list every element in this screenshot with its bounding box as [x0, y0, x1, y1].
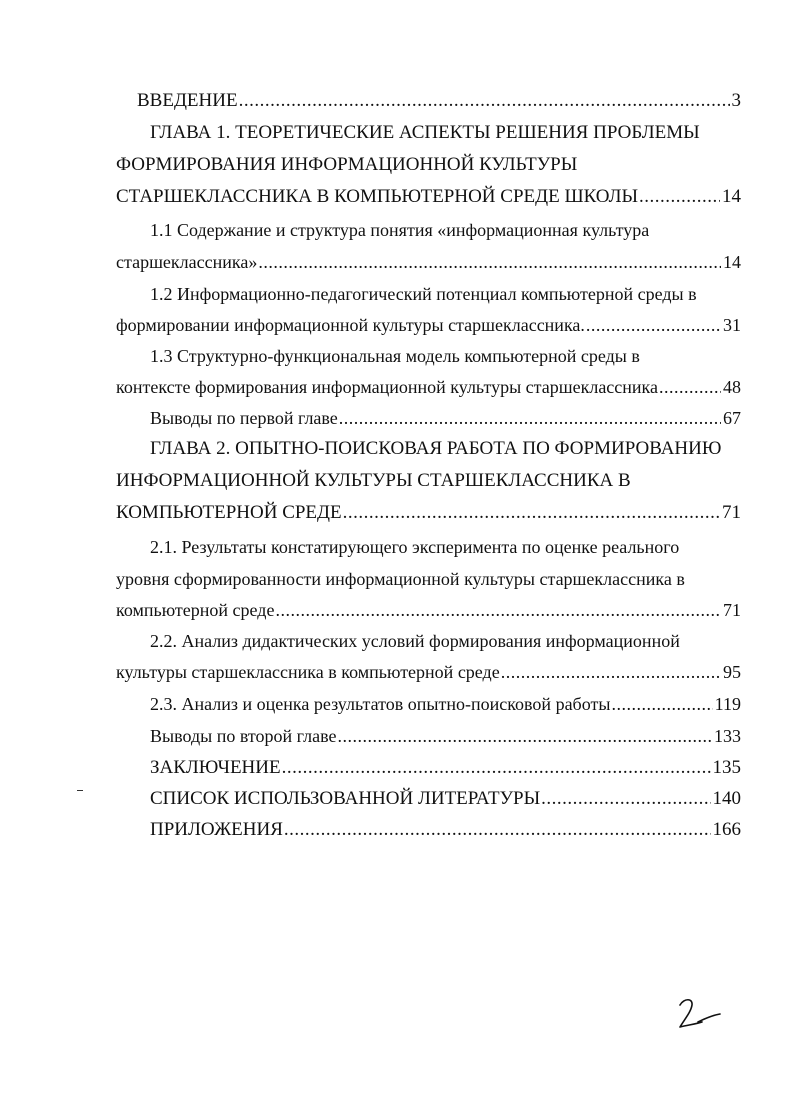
toc-section-title: Выводы по второй главе [150, 726, 337, 746]
toc-chapter-title: ИНФОРМАЦИОННОЙ КУЛЬТУРЫ СТАРШЕКЛАССНИКА В [116, 470, 631, 491]
toc-entry-section-2-3[interactable] [150, 692, 741, 716]
toc-entry-chapter2-conclusions[interactable] [150, 724, 741, 748]
toc-chapter2-line2 [116, 469, 631, 493]
toc-page-number: 31 [723, 315, 741, 335]
toc-entry-title: ЗАКЛЮЧЕНИЕ [150, 757, 281, 778]
toc-chapter2-line1 [150, 437, 721, 461]
toc-page-number: 48 [723, 377, 741, 397]
toc-entry-section-1-2[interactable] [116, 313, 741, 337]
dot-leader [343, 501, 720, 525]
toc-entry-section-2-1[interactable] [116, 598, 741, 622]
toc-entry-title: СПИСОК ИСПОЛЬЗОВАННОЙ ЛИТЕРАТУРЫ [150, 788, 541, 809]
dot-leader [337, 724, 712, 748]
toc-entry-section-1-1[interactable] [116, 250, 741, 274]
toc-page-number: 119 [714, 694, 741, 714]
toc-entry-intro[interactable] [137, 89, 741, 113]
dot-leader [541, 787, 710, 811]
toc-entry-title: ПРИЛОЖЕНИЯ [150, 819, 283, 840]
dot-leader [258, 250, 721, 274]
toc-page-number: 14 [723, 252, 741, 272]
dot-leader [284, 818, 711, 842]
toc-section-title: 2.1. Результаты констатирующего эксперимента по оценке реального [150, 537, 680, 557]
toc-entry-chapter1-conclusions[interactable] [150, 406, 741, 430]
toc-entry-section-2-2[interactable] [116, 660, 741, 684]
toc-page-number: 166 [712, 819, 741, 840]
margin-dash [77, 790, 83, 791]
toc-entry-appendices[interactable] [150, 818, 741, 842]
toc-page-number: 14 [722, 186, 741, 207]
toc-chapter1-line2 [116, 153, 577, 177]
toc-page-number: 133 [714, 726, 741, 746]
toc-chapter-title: ФОРМИРОВАНИЯ ИНФОРМАЦИОННОЙ КУЛЬТУРЫ [116, 154, 578, 175]
toc-chapter1-line1 [150, 121, 700, 145]
dot-leader [639, 185, 720, 209]
toc-section-title: 1.2 Информационно-педагогический потенциал компьютерной среды в [150, 284, 697, 304]
dot-leader [339, 406, 721, 430]
toc-section-1-3-line1 [150, 344, 640, 368]
toc-section-2-2-line1 [150, 629, 680, 653]
toc-section-1-2-line1 [150, 282, 697, 306]
toc-section-1-1-line1 [150, 218, 649, 242]
toc-section-2-1-line1 [150, 535, 679, 559]
toc-page-number: 3 [731, 90, 741, 111]
toc-section-2-1-line2 [116, 567, 685, 591]
toc-section-title: контексте формирования информационной культуры старшеклассника [116, 377, 659, 397]
dot-leader [275, 598, 721, 622]
toc-page-number: 71 [723, 600, 741, 620]
toc-entry-conclusion[interactable] [150, 756, 741, 780]
handwritten-signature [676, 996, 722, 1032]
toc-section-title: компьютерной среде [116, 600, 275, 620]
dot-leader [659, 375, 721, 399]
toc-entry-section-1-3[interactable] [116, 375, 741, 399]
toc-section-title: 2.2. Анализ дидактических условий формирования информационной [150, 631, 680, 651]
toc-page-number: 71 [722, 502, 741, 523]
toc-section-title: 1.3 Структурно-функциональная модель компьютерной среды в [150, 346, 640, 366]
dot-leader [282, 756, 711, 780]
toc-entry-chapter1[interactable] [116, 185, 741, 209]
dot-leader [239, 89, 730, 113]
toc-section-title: 1.1 Содержание и структура понятия «информационная культура [150, 220, 650, 240]
toc-section-title: Выводы по первой главе [150, 408, 338, 428]
toc-chapter-title: СТАРШЕКЛАССНИКА В КОМПЬЮТЕРНОЙ СРЕДЕ ШКОЛЫ [116, 186, 639, 207]
toc-chapter-title: КОМПЬЮТЕРНОЙ СРЕДЕ [116, 502, 342, 523]
toc-chapter-title: ГЛАВА 1. ТЕОРЕТИЧЕСКИЕ АСПЕКТЫ РЕШЕНИЯ ПРОБЛЕМЫ [150, 122, 700, 143]
toc-entry-chapter2[interactable] [116, 501, 741, 525]
toc-page-number: 95 [723, 662, 741, 682]
dot-leader [501, 660, 721, 684]
toc-chapter-title: ГЛАВА 2. ОПЫТНО-ПОИСКОВАЯ РАБОТА ПО ФОРМИРОВАНИЮ [150, 438, 722, 459]
toc-page-number: 135 [712, 757, 741, 778]
toc-section-title: формировании информационной культуры старшеклассника. [116, 315, 585, 335]
toc-entry-references[interactable] [150, 787, 741, 811]
toc-section-title: культуры старшеклассника в компьютерной среде [116, 662, 500, 682]
toc-page-number: 140 [712, 788, 741, 809]
toc-section-title: 2.3. Анализ и оценка результатов опытно-поисковой работы [150, 694, 611, 714]
toc-section-title: старшеклассника» [116, 252, 258, 272]
dot-leader [586, 313, 721, 337]
toc-entry-title: ВВЕДЕНИЕ [137, 90, 238, 111]
toc-section-title: уровня сформированности информационной культуры старшеклассника в [116, 569, 685, 589]
dot-leader [611, 692, 712, 716]
toc-page-number: 67 [723, 408, 741, 428]
